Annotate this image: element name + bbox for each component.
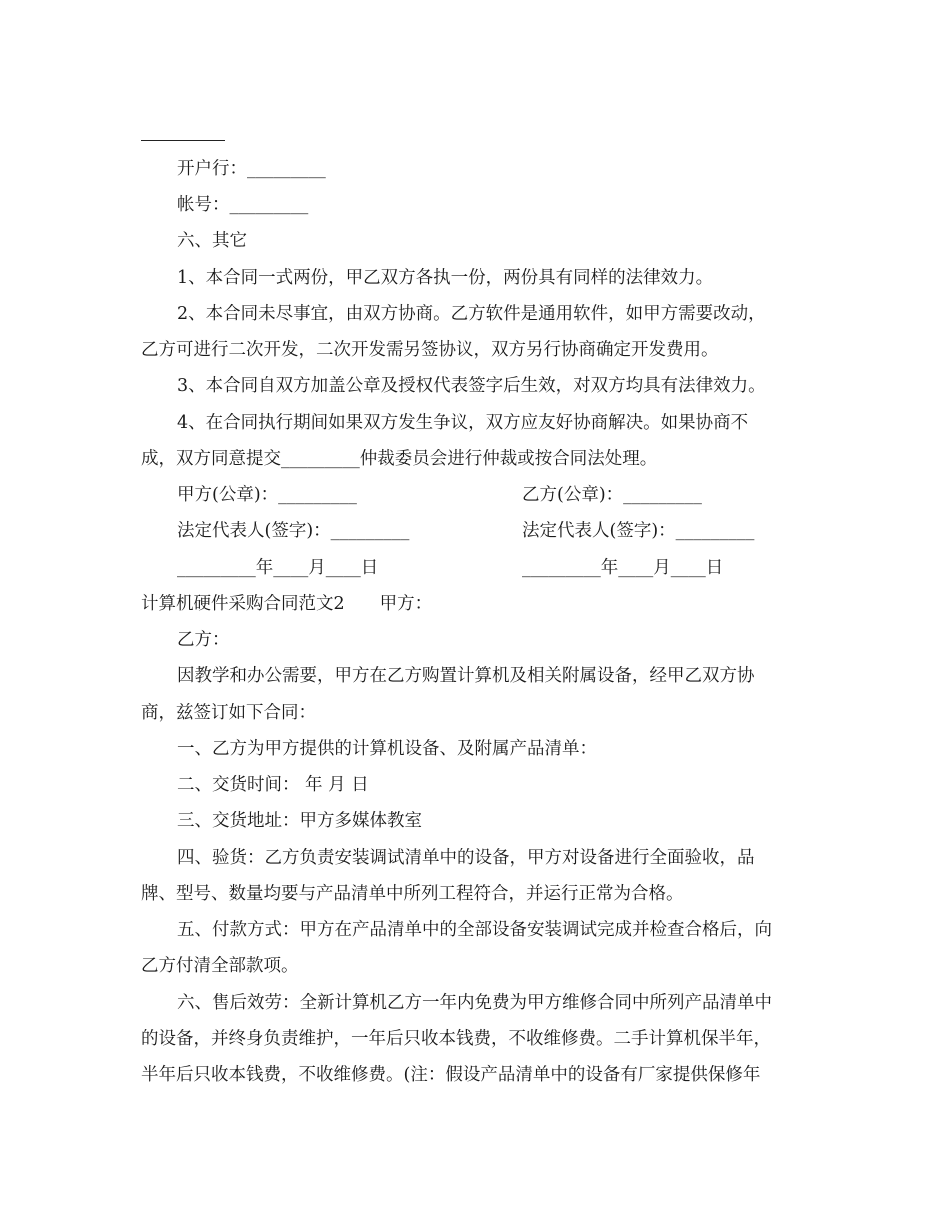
party-a-date: _________年____月____日 xyxy=(177,558,379,578)
party-b-representative: 法定代表人(签字)：_________ xyxy=(522,521,755,541)
party-b-date: _________年____月____日 xyxy=(522,558,724,578)
item-6-line-2: 的设备，并终身负责维护，一年后只收本钱费，不收维修费。二手计算机保半年， xyxy=(141,1029,771,1049)
item-2: 二、交货时间： 年 月 日 xyxy=(177,775,369,795)
clause-2-line-2: 乙方可进行二次开发，二次开发需另签协议，双方另行协商确定开发费用。 xyxy=(141,340,719,360)
clause-1: 1、本合同一式两份，甲乙双方各执一份，两份具有同样的法律效力。 xyxy=(177,268,714,288)
bank-line: 开户行：_________ xyxy=(177,159,326,179)
item-6-line-3: 半年后只收本钱费，不收维修费。(注：假设产品清单中的设备有厂家提供保修年 xyxy=(141,1065,761,1085)
clause-2-line-1: 2、本合同未尽事宜，由双方协商。乙方软件是通用软件，如甲方需要改动， xyxy=(177,304,766,324)
clause-4-line-2: 成，双方同意提交_________仲裁委员会进行仲裁或按合同法处理。 xyxy=(141,449,658,469)
clause-4-line-1: 4、在合同执行期间如果双方发生争议，双方应友好协商解决。如果协商不 xyxy=(177,413,749,433)
item-5-line-1: 五、付款方式：甲方在产品清单中的全部设备安装调试完成并检查合格后，向 xyxy=(177,920,772,940)
item-3: 三、交货地址：甲方多媒体教室 xyxy=(177,811,422,831)
top-blank-rule xyxy=(141,140,225,141)
item-4-line-1: 四、验货：乙方负责安装调试清单中的设备，甲方对设备进行全面验收，品 xyxy=(177,848,755,868)
section-6-title: 六、其它 xyxy=(177,231,247,251)
doc2-title: 计算机硬件采购合同范文2 甲方： xyxy=(141,594,433,614)
item-4-line-2: 牌、型号、数量均要与产品清单中所列工程符合，并运行正常为合格。 xyxy=(141,884,684,904)
party-a-representative: 法定代表人(签字)：_________ xyxy=(177,521,410,541)
item-6-line-1: 六、售后效劳：全新计算机乙方一年内免费为甲方维修合同中所列产品清单中 xyxy=(177,993,772,1013)
party-b-seal: 乙方(公章)：_________ xyxy=(522,485,702,505)
item-5-line-2: 乙方付清全部款项。 xyxy=(141,956,299,976)
party-a-seal: 甲方(公章)：_________ xyxy=(177,485,357,505)
item-1: 一、乙方为甲方提供的计算机设备、及附属产品清单： xyxy=(177,739,597,759)
intro-line-2: 商，兹签订如下合同： xyxy=(141,703,316,723)
account-line: 帐号：_________ xyxy=(177,195,309,215)
party-b-label: 乙方： xyxy=(177,630,230,650)
intro-line-1: 因教学和办公需要，甲方在乙方购置计算机及相关附属设备，经甲乙双方协 xyxy=(177,666,755,686)
clause-3: 3、本合同自双方加盖公章及授权代表签字后生效，对双方均具有法律效力。 xyxy=(177,376,766,396)
